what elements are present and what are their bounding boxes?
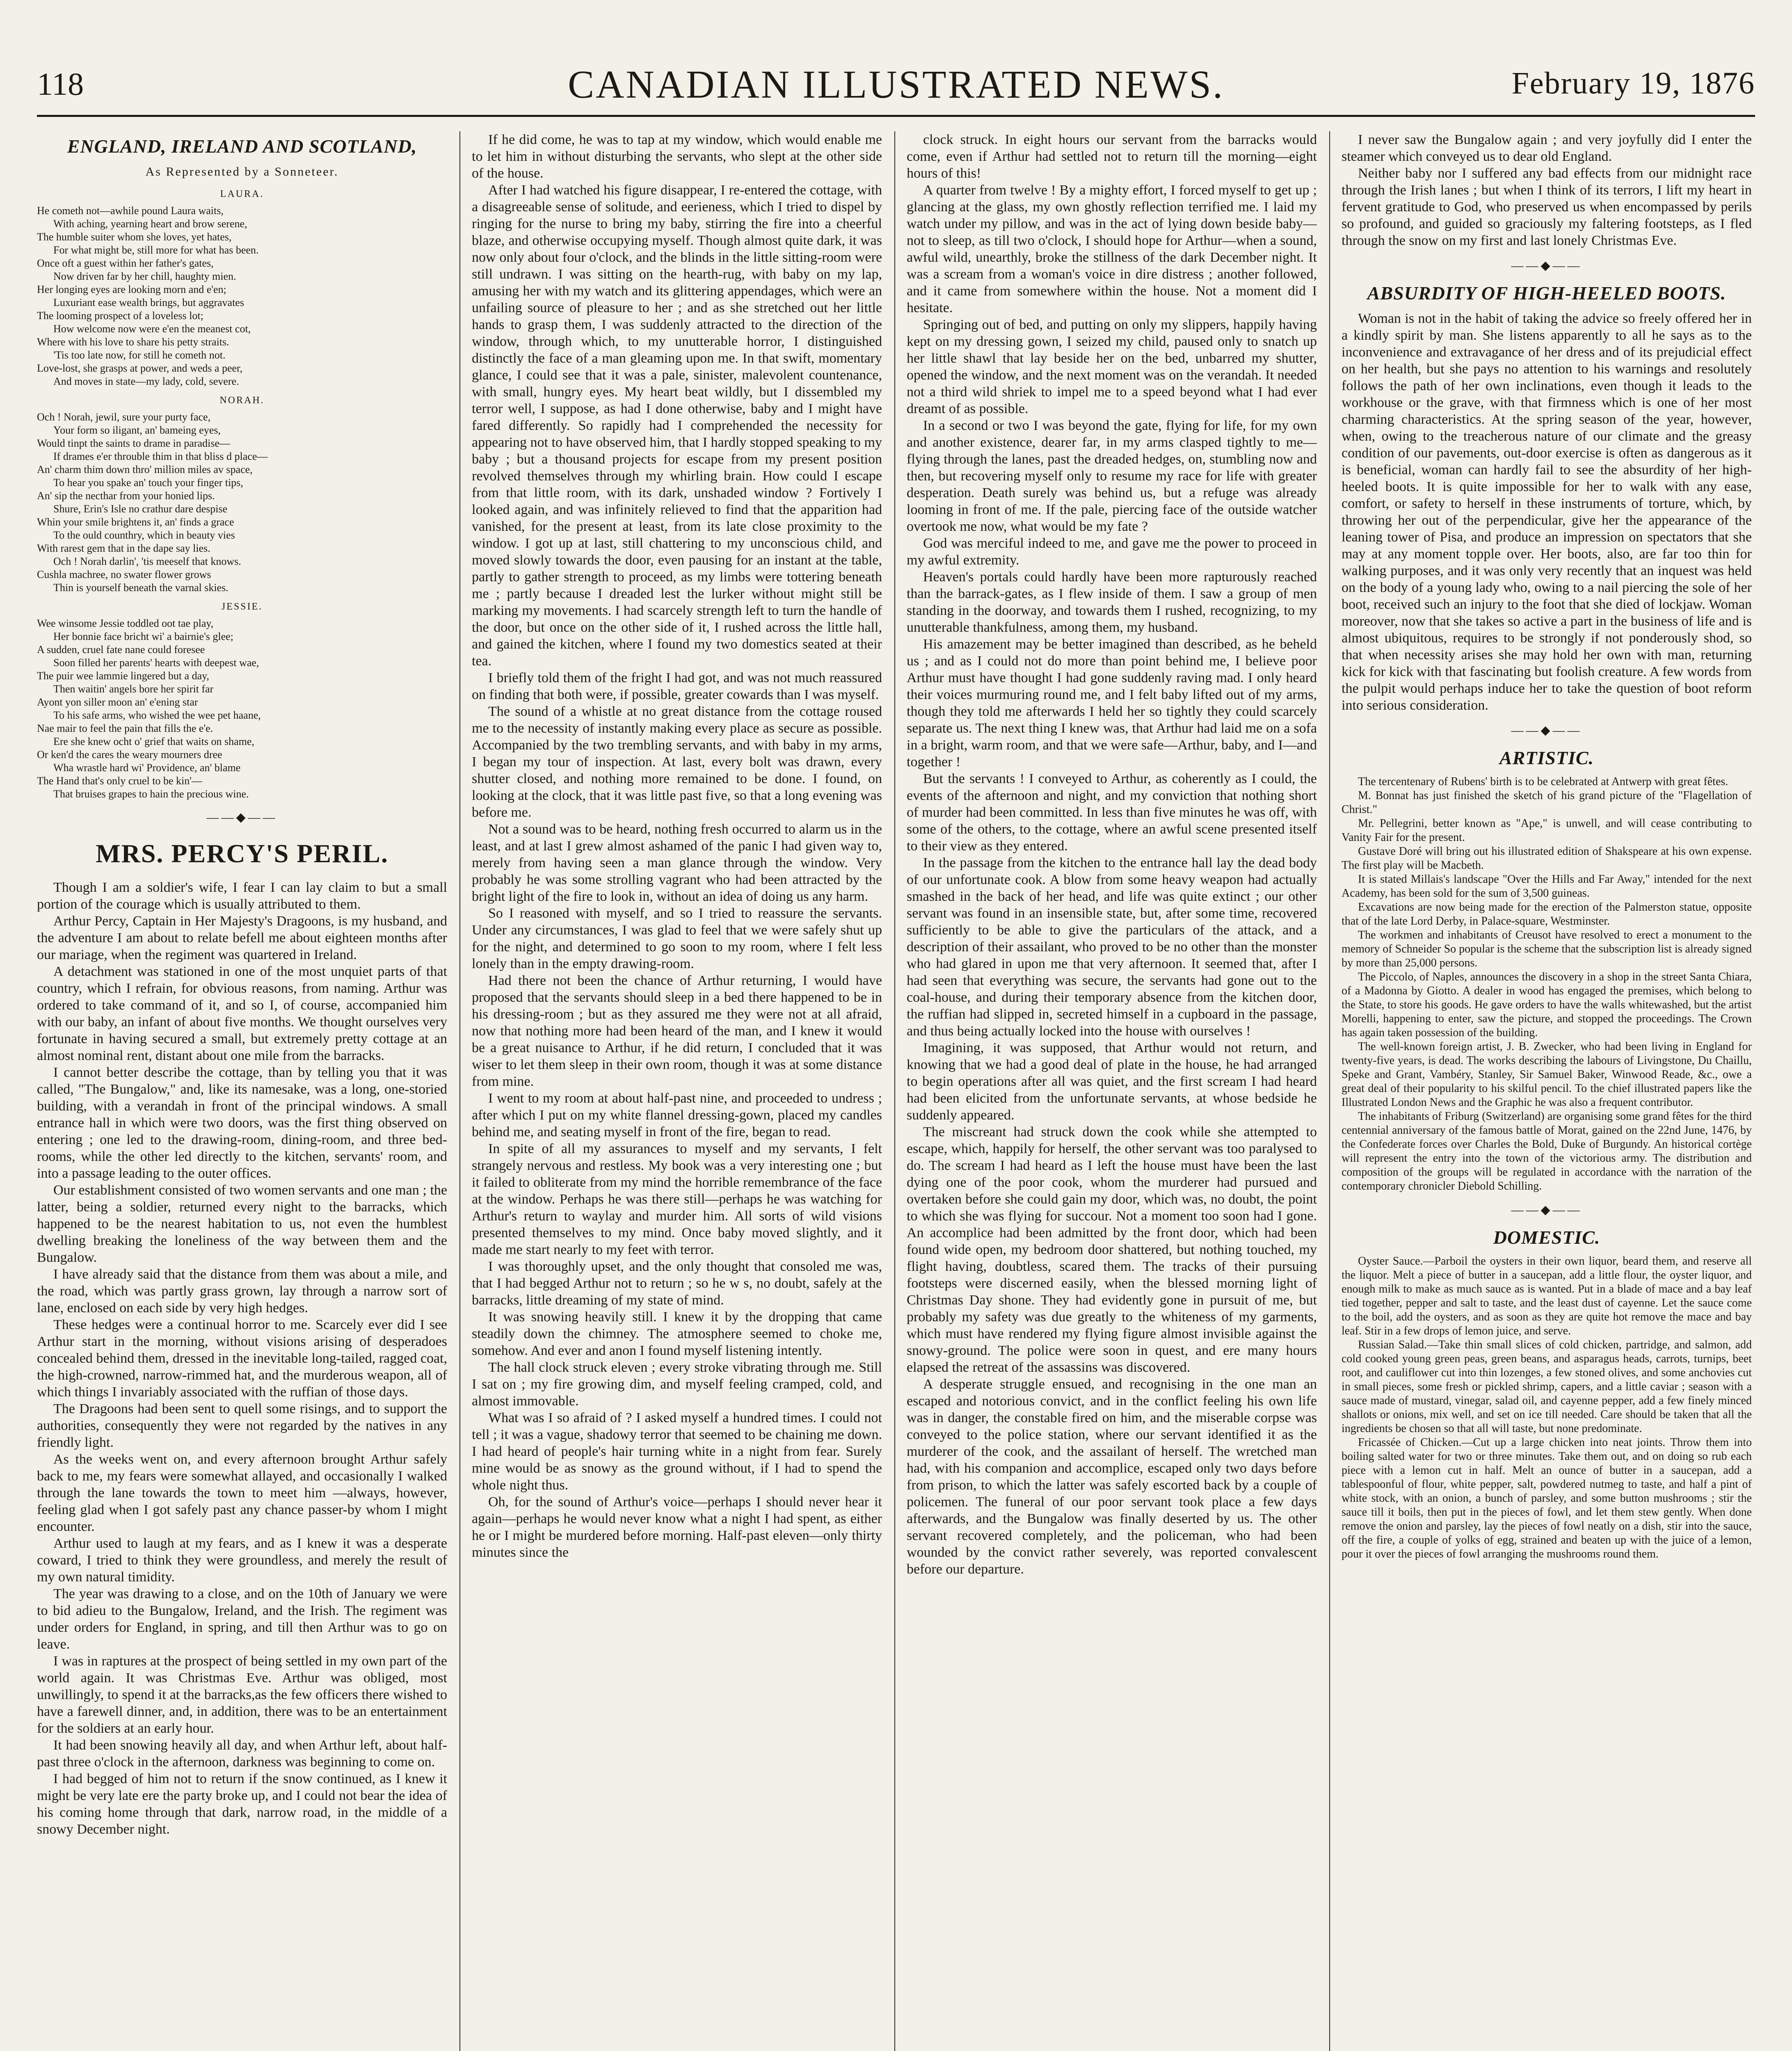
recipe: Oyster Sauce.—Parboil the oysters in their own liquor, beard them, and reserve all the liquor. Melt a piece of butter in a saucepan, add a little flour, the oyster liquor, and enough milk to make as much sauce as is wanted. Put in a blade of mace and a bay leaf tied together, pepper and salt to taste, and the least dust of cayenne. Let the sauce come to the boil, add the oysters, and as soon as they are quite hot remove the mace and bay leaf. Stir in a few drops of lemon juice, and serve.	[1342, 1255, 1752, 1337]
story-paragraph: I was in raptures at the prospect of being settled in my own part of the world again. It was Christmas Eve. Arthur was obliged, most unwillingly, to spend it at the barracks,as the few officers there wished to have a farewell dinner, and, in addition, there was to be an entertainment for the soldiers at an early hour.	[37, 1654, 447, 1736]
recipe: Fricassée of Chicken.—Cut up a large chicken into neat joints. Throw them into boiling salted water for two or three minutes. Take them out, and on doing so rub each piece with a lemon cut in half. Melt an ounce of butter in a saucepan, add a tablespoonful of flour, white pepper, salt, powdered nutmeg to taste, and half a pint of white stock, with an onion, a bunch of parsley, and some button mushrooms ; stir the sauce till it boils, then put in the pieces of fowl, and let them stew gently. When done remove the onion and parsley, lay the pieces of fowl neatly on a dish, stir into the sauce, off the fire, a couple of yolks of egg, strained and beaten up with the juice of a lemon, pour it over the pieces of fowl arranging the mushrooms round them.	[1342, 1436, 1752, 1560]
poem-line: Then waitin' angels bore her spirit far	[53, 683, 214, 695]
poem-line: And moves in state—my lady, cold, severe.	[53, 375, 239, 387]
story-paragraph: Springing out of bed, and putting on only my slippers, happily having kept on my dressing gown, I seized my child, paused only to snatch up her little shawl that lay beside her on the bed, unbarred my shutter, opened the window, and the next moment was on the verandah. It needed not a third wild shriek to impel me to a speed beyond what I had ever dreamt of as possible.	[907, 317, 1317, 416]
domestic-recipes	[1342, 1254, 1752, 1561]
stanza-title: LAURA.	[220, 189, 264, 199]
news-item: The tercentenary of Rubens' birth is to be celebrated at Antwerp with great fêtes.	[1358, 775, 1728, 788]
story-paragraph: I never saw the Bungalow again ; and very joyfully did I enter the steamer which conveyed us to dear old England.	[1342, 132, 1752, 164]
story-paragraph: The sound of a whistle at no great distance from the cottage roused me to the necessity of instantly making every place as secure as possible. Accompanied by the two trembling servants, and with baby in my arms, I began my tour of inspection. At last, every bolt was drawn, every shutter closed, and nothing more remained to be done. I found, on looking at the clock, that it was little past five, so that a long evening was before me.	[472, 704, 882, 820]
story-paragraph: A detachment was stationed in one of the most unquiet parts of that country, which I refrain, for obvious reasons, from naming. Arthur was ordered to take command of it, and so I, of course, accompanied him with our baby, an infant of about five months. We thought ourselves very fortunate in having secured a small, but extremely pretty cottage at an almost nominal rent, distant about one mile from the barracks.	[37, 964, 447, 1063]
story-paragraph: A desperate struggle ensued, and recognising in the one man an escaped and notorious convict, and in the conflict feeling his own life was in danger, the constable fired on him, and the miserable corpse was conveyed to the police station, where our servant identified it as the murderer of the cook, and the assailant of herself. The wretched man had, with his companion and accomplice, escaped only two days before from prison, to which the latter was safely escorted back by a couple of policemen. The funeral of our poor servant took place a few days afterwards, and the Bungalow was finally deserted by us. The other servant recovered completely, and the policeman, who had been wounded by the convict rather severely, was reported convalescent before our departure.	[907, 1377, 1317, 1577]
poem-line: Och ! Norah darlin', 'tis meeself that knows.	[53, 555, 241, 567]
poem-line: 'Tis too late now, for still he cometh not.	[53, 349, 226, 361]
issue-date: February 19, 1876	[1511, 66, 1755, 100]
news-item: The well-known foreign artist, J. B. Zwecker, who had been living in England for twenty-five years, is dead. The works describing the labours of Livingstone, Du Chaillu, Speke and Grant, Vambéry, Stanley, Sir Samuel Baker, Winwood Reade, &c., owe a great deal of their popularity to his skilful pencil. To the chief illustrated papers like the Illustrated London News and the Graphic he was also a frequent contributor.	[1342, 1040, 1752, 1109]
story-paragraph: Not a sound was to be heard, nothing fresh occurred to alarm us in the least, and at last I grew almost ashamed of the panic I had given way to, merely from having seen a man glance through the window. Very probably he was some strolling vagrant who had been attracted by the bright light of the fire to look in, without an idea of doing us any harm.	[472, 822, 882, 904]
story-text	[907, 131, 1317, 1578]
column-rule	[459, 131, 460, 2051]
story-paragraph: But the servants ! I conveyed to Arthur, as coherently as I could, the events of the afternoon and night, and my conviction that nothing short of murder had been committed. In less than five minutes he was off, with some of the others, to the cottage, where an awful scene presented itself to their view as they entered.	[907, 771, 1317, 854]
story-paragraph: The Dragoons had been sent to quell some risings, and to support the authorities, consequently they were not regarded by the natives in any friendly light.	[37, 1401, 447, 1450]
story-paragraph: In the passage from the kitchen to the entrance hall lay the dead body of our unfortunate cook. A blow from some heavy weapon had actually smashed in the back of her head, and life was quite extinct ; our other servant was found in an insensible state, but, after some time, recovered sufficiently to be able to give the particulars of the attack, and a description of their assailant, who proved to be no other than the monster who had glared in upon me that very afternoon. It seemed that, after I had seen that everything was secure, the servants had gone out to the coal-house, and during their temporary absence from the kitchen door, the ruffian had slipped in, secreted himself in a cupboard in the passage, and thus being actually locked into the house with ourselves !	[907, 855, 1317, 1039]
story-text	[1342, 131, 1752, 249]
story-paragraph: His amazement may be better imagined than described, as he beheld us ; and as I could not do more than point behind me, I believe poor Arthur must have thought I had gone suddenly raving mad. I only heard their voices murmuring round me, and I felt baby lifted out of my arms, though they told me afterwards I held her so tightly they could scarcely separate us. The next thing I knew was, that Arthur had laid me on a sofa in a bright, warm room, and that we were safe—Arthur, baby, and I—and together !	[907, 637, 1317, 770]
news-item: The workmen and inhabitants of Creusot have resolved to erect a monument to the memory of Schneider So popular is the scheme that the subscription list is already signed by more than 25,000 persons.	[1342, 929, 1752, 969]
stanza-laura	[37, 204, 447, 388]
section-divider: ——◆——	[1511, 724, 1582, 737]
poem-line: The puir wee lammie lingered but a day,	[37, 670, 209, 682]
newspaper-title: CANADIAN ILLUSTRATED NEWS.	[568, 62, 1224, 106]
story-paragraph: If he did come, he was to tap at my window, which would enable me to let him in without disturbing the servants, who slept at the other side of the house.	[472, 132, 882, 181]
poem-line: Your form so iligant, an' bameing eyes,	[53, 424, 221, 436]
story-paragraph: These hedges were a continual horror to me. Scarcely ever did I see Arthur start in the morning, without visions arising of desperadoes concealed behind them, dressed in the inevitable long-tailed, ragged coat, the high-crowned, narrow-rimmed hat, and the murderous weapon, all of which things I invariably associated with the ruffian of those days.	[37, 1317, 447, 1400]
domestic-heading: DOMESTIC.	[1493, 1227, 1600, 1248]
poem-line: That bruises grapes to hain the precious wine.	[53, 788, 249, 800]
story-paragraph: The miscreant had struck down the cook while she attempted to escape, which, happily for herself, the other servant was too paralysed to do. The scream I had heard as I left the house must have been the last dying one of the poor cook, whom the murderer had pursued and overtaken before she could gain my door, which was, no doubt, the point to which she was flying for succour. Not a moment too soon had I gone. An accomplice had been admitted by the front door, which had been found wide open, my bedroom door shattered, but nothing touched, my flight having, doubtless, scared them. The tracks of their pursuing footsteps were discerned easily, when the blessed morning light of Christmas Day shone. They had evidently gone in pursuit of me, but probably my safety was due greatly to the whiteness of my garments, which must have rendered my flying figure almost invisible against the snowy-ground. The police were soon in quest, and ere many hours elapsed the retreat of the assassins was discovered.	[907, 1124, 1317, 1375]
story-paragraph: So I reasoned with myself, and so I tried to reassure the servants. Under any circumstances, I was glad to feel that we were safely shut up for the night, and determined to go soon to my room, where I felt less lonely than in the empty drawing-room.	[472, 906, 882, 971]
story-paragraph: I went to my room at about half-past nine, and proceeded to undress ; after which I put on my white flannel dressing-gown, placed my candles behind me, and seating myself in front of the fire, began to read.	[472, 1091, 882, 1140]
poem-line: Would tinpt the saints to drame in paradise—	[37, 437, 230, 449]
poem-line: Now driven far by her chill, haughty mien.	[53, 270, 236, 282]
poem-line: For what might be, still more for what has been.	[53, 244, 259, 256]
stanza-title: JESSIE.	[221, 601, 263, 612]
news-item: It is stated Millais's landscape "Over the Hills and Far Away," intended for the next Academy, has been sold for the sum of 3,500 guineas.	[1342, 873, 1752, 900]
poem-line: Nae mair to feel the pain that fills the e'e.	[37, 722, 213, 734]
story-text	[472, 131, 882, 1561]
news-item: The inhabitants of Friburg (Switzerland) are organising some grand fêtes for the third centennial anniversary of the famous battle of Morat, gained on the 22nd June, 1476, by the Confederate forces over Charles the Bold, Duke of Burgundy. An historical cortège will represent the entry into the town of the victorious army. The distribution and composition of the groups will be regulated in accordance with the narration of the contemporary chronicler Diebold Schilling.	[1342, 1110, 1752, 1192]
story-paragraph: It had been snowing heavily all day, and when Arthur left, about half-past three o'clock in the afternoon, darkness was beginning to come on.	[37, 1738, 447, 1770]
stanza-title: NORAH.	[219, 395, 265, 406]
story-heading: MRS. PERCY'S PERIL.	[96, 839, 389, 868]
poem-line: The looming prospect of a loveless lot;	[37, 310, 203, 322]
story-paragraph: Though I am a soldier's wife, I fear I can lay claim to but a small portion of the courage which is usually attributed to them.	[37, 880, 447, 912]
story-paragraph: Arthur Percy, Captain in Her Majesty's Dragoons, is my husband, and the adventure I am about to relate befell me about eighteen months after our mariage, when the regiment was quartered in Ireland.	[37, 914, 447, 962]
story-paragraph: The hall clock struck eleven ; every stroke vibrating through me. Still I sat on ; my fire growing dim, and myself feeling cramped, cold, and almost immovable.	[472, 1360, 882, 1409]
stanza-jessie	[37, 617, 447, 801]
poem-line: Once oft a guest within her father's gates,	[37, 257, 214, 269]
poem-line: He cometh not—awhile pound Laura waits,	[37, 205, 224, 217]
artistic-notes	[1342, 775, 1752, 1193]
story-paragraph: I cannot better describe the cottage, than by telling you that it was called, "The Bungalow," and, like its namesake, was a long, one-storied building, with a verandah in front of the principal windows. A small entrance hall in which were two doors, was the first thing observed on entering ; one led to the drawing-room, dining-room, and three bed-rooms, while the other led directly to the kitchen, servants' room, and into a passage leading to the outer offices.	[37, 1065, 447, 1181]
story-paragraph: What was I so afraid of ? I asked myself a hundred times. I could not tell ; it was a vague, shadowy terror that seemed to be chaining me down. I had heard of people's hair turning white in a night from fear. Surely mine would be as snowy as the ground without, if I had to spend the whole night thus.	[472, 1410, 882, 1493]
poem-line: Och ! Norah, jewil, sure your purty face,	[37, 411, 211, 423]
column-3	[907, 131, 1317, 2051]
story-paragraph: God was merciful indeed to me, and gave me the power to proceed in my awful extremity.	[907, 536, 1317, 568]
story-paragraph: The year was drawing to a close, and on the 10th of January we were to bid adieu to the Bungalow, Ireland, and the Irish. The regiment was under orders for England, in spring, and till then Arthur was to go on leave.	[37, 1586, 447, 1652]
page-number: 118	[37, 66, 84, 102]
poem-line: To hear you spake an' touch your finger tips,	[53, 477, 243, 489]
story-paragraph: clock struck. In eight hours our servant from the barracks would come, even if Arthur had settled not to return till the morning—eight hours of this!	[907, 132, 1317, 181]
poem-line: With aching, yearning heart and brow serene,	[53, 218, 247, 230]
poem-line: Her bonnie face bricht wi' a bairnie's glee;	[53, 630, 233, 642]
story-paragraph: Neither baby nor I suffered any bad effects from our midnight race through the Irish lanes ; but when I think of its terrors, I lift my heart in fervent gratitude to God, who preserved us when encompassed by perils so profound, and guided so graciously my faltering footsteps, as I fled through the snow on my first and last lonely Christmas Eve.	[1342, 166, 1752, 248]
column-4	[1342, 131, 1752, 2051]
poem-heading: ENGLAND, IRELAND AND SCOTLAND,	[67, 136, 417, 157]
poem-line: With rarest gem that in the dape say lies.	[37, 542, 210, 554]
poem-line: Thin is yourself beneath the varnal skies.	[53, 582, 229, 594]
poem-line: Whin your smile brightens it, an' finds a grace	[37, 516, 234, 528]
poem-body	[37, 186, 447, 801]
poem-line: How welcome now were e'en the meanest cot,	[53, 323, 251, 335]
absurdity-heading: ABSURDITY OF HIGH-HEELED BOOTS.	[1367, 283, 1726, 304]
poem-line: A sudden, cruel fate nane could foresee	[37, 644, 205, 655]
news-item: Mr. Pellegrini, better known as "Ape," is unwell, and will cease contributing to Vanity Fair for the present.	[1342, 817, 1752, 844]
poem-line: Her longing eyes are looking morn and e'en;	[37, 283, 226, 295]
poem-line: Ere she knew ocht o' grief that waits on shame,	[53, 735, 254, 747]
recipe: Russian Salad.—Take thin small slices of cold chicken, partridge, and salmon, add cold cooked young green peas, green beans, and asparagus heads, carrots, turnips, beet root, and cauliflower cut into thin lozenges, a few stoned olives, and some anchovies cut in small pieces, some fresh or pickled shrimp, capers, and a little caviar ; season with a sauce made of mustard, vinegar, salad oil, and cayenne pepper, add a few finely minced shallots or onions, mix well, and set on ice till needed. Care should be taken that all the ingredients be chosen so that all will taste, but none predominate.	[1342, 1338, 1752, 1435]
poem-line: Love-lost, she grasps at power, and weds a peer,	[37, 362, 243, 374]
story-text	[37, 879, 447, 1838]
news-item: M. Bonnat has just finished the sketch of his grand picture of the "Flagellation of Christ."	[1342, 789, 1752, 816]
artistic-heading: ARTISTIC.	[1499, 747, 1594, 768]
poem-line: An' sip the necthar from your honied lips.	[37, 490, 215, 502]
poem-line: If drames e'er throuble thim in that bliss d place—	[53, 450, 268, 462]
poem-line: Soon filled her parents' hearts with deepest wae,	[53, 657, 259, 669]
stanza-norah	[37, 411, 447, 594]
story-paragraph: After I had watched his figure disappear, I re-entered the cottage, with a disagreeable sense of solitude, and eerieness, which I tried to dispel by ringing for the nurse to bring my baby, stirring the fire into a cheerful blaze, and otherwise occupying myself. Though almost quite dark, it was now only about four o'clock, and the blinds in the little sitting-room were still undrawn. I was sitting on the hearth-rug, with baby on my lap, amusing her with my watch and its glittering appendages, which were an unfailing source of pleasure to her ; and as she stretched out her little hands to grasp them, I was suddenly attracted to the direction of the window, through which, to my unutterable horror, I distinguished distinctly the face of a man gleaming upon me. In that swift, momentary glance, I could see that it was a pale, sinister, malevolent countenance, with small, hungry eyes. My heart beat wildly, but I dissembled my terror well, I suppose, as had I done otherwise, baby and I might have fared differently. So rapidly had I comprehended the necessity for appearing not to have observed him, that I hardly stopped speaking to my baby ; but a thousand projects for escape from my present position revolved themselves through my whirling brain. How could I escape from that little room, with its dark, unshaded window ? Fortively I looked again, and was infinitely relieved to find that the apparition had vanished, for the present at least, from its late close proximity to the window. I got up at last, still chattering to my unconscious child, and moved slowly towards the door, even pausing for an instant at the table, partly to gather strength to proceed, as my limbs were tottering beneath me ; partly because I dreaded lest the lurker without might still be marking my movements. I had scarcely strength left to turn the handle of the door, but once on the other side of it, I rushed across the little hall, and gained the kitchen, where I found my two domestics seated at their tea.	[472, 183, 882, 669]
story-paragraph: I was thoroughly upset, and the only thought that consoled me was, that I had begged Arthur not to return ; so he w s, no doubt, safely at the barracks, little dreaming of my state of mind.	[472, 1259, 882, 1308]
section-divider: ——◆——	[206, 811, 278, 824]
story-paragraph: Imagining, it was supposed, that Arthur would not return, and knowing that we had a good deal of plate in the house, he had arranged to begin operations after all was quiet, and the first scream I had heard had been elicited from the unfortunate servants, at whose bedside he suddenly appeared.	[907, 1040, 1317, 1123]
section-divider: ——◆——	[1511, 1203, 1582, 1217]
story-paragraph: Oh, for the sound of Arthur's voice—perhaps I should never hear it again—perhaps he would never know what a night I had spent, as either he or I might be murdered before morning. Half-past eleven—only thirty minutes since the	[472, 1494, 882, 1560]
story-paragraph: I have already said that the distance from them was about a mile, and the road, which was partly grass grown, lay through a narrow sort of lane, enclosed on each side by very high hedges.	[37, 1267, 447, 1316]
story-paragraph: In spite of all my assurances to myself and my servants, I felt strangely nervous and restless. My book was a very interesting one ; but it failed to obliterate from my mind the horrible remembrance of the face at the window. Perhaps he was there still—perhaps he was watching for Arthur's return to waylay and murder him. All sorts of wild visions presented themselves to my mind. Once baby moved slightly, and it made me start nearly to my feet with terror.	[472, 1141, 882, 1257]
story-paragraph: I briefly told them of the fright I had got, and was not much reassured on finding that both were, if possible, greater cowards than I was myself.	[472, 670, 882, 702]
poem-line: Luxuriant ease wealth brings, but aggravates	[53, 297, 244, 308]
news-item: Gustave Doré will bring out his illustrated edition of Shakspeare at his own expense. The first play will be Macbeth.	[1342, 845, 1752, 872]
story-paragraph: Had there not been the chance of Arthur returning, I would have proposed that the servants should sleep in a bed there happened to be in his dressing-room ; but as they assured me they were not at all afraid, now that nothing more had been heard of the man, and I knew it would be a great nuisance to Arthur, if he did return, I concluded that it was wiser to let them sleep in their own room, though it was at some distance from mine.	[472, 973, 882, 1089]
news-item: Excavations are now being made for the erection of the Palmerston statue, opposite that of the late Lord Derby, in Palace-square, Westminster.	[1342, 901, 1752, 927]
column-2	[472, 131, 882, 2051]
poem-line: Wee winsome Jessie toddled oot tae play,	[37, 617, 214, 629]
story-paragraph: In a second or two I was beyond the gate, flying for life, for my own and another existence, dearer far, in my arms clasped tightly to me—flying through the lanes, past the dreaded hedges, on, stumbling now and then, but recovering myself only to resume my race for life with greater desperation. Death surely was behind us, but a refuge was already looming in front of me. If the pale, piercing face of the outside watcher overtook me now, what would be my fate ?	[907, 418, 1317, 534]
poem-line: An' charm thim down thro' million miles av space,	[37, 464, 253, 475]
story-paragraph: Our establishment consisted of two women servants and one man ; the latter, being a soldier, returned every night to the barracks, which happened to be the nearest habitation to us, not even the humblest dwelling breaking the loneliness of the way between them and the Bungalow.	[37, 1183, 447, 1265]
column-1	[37, 131, 447, 2051]
story-paragraph: I had begged of him not to return if the snow continued, as I knew it might be very late ere the party broke up, and I could not bear the idea of his coming home through that dark, narrow road, in the middle of a snowy December night.	[37, 1771, 447, 1837]
story-paragraph: Arthur used to laugh at my fears, and as I knew it was a desperate coward, I tried to think they were groundless, and merely the result of my own natural timidity.	[37, 1536, 447, 1585]
story-paragraph: As the weeks went on, and every afternoon brought Arthur safely back to me, my fears were somewhat allayed, and occasionally I walked through the lane towards the town to meet him —always, however, feeling glad when I got safely past any chance passer-by whom I might encounter.	[37, 1452, 447, 1534]
poem-line: Cushla machree, no swater flower grows	[37, 569, 211, 580]
story-paragraph: A quarter from twelve ! By a mighty effort, I forced myself to get up ; glancing at the glass, my own ghostly reflection terrified me. I laid my watch under my pillow, and was in the act of lying down beside baby—not to sleep, as till two o'clock, I should hope for Arthur—when a sound, awful wild, unearthly, broke the stillness of the dark December night. It was a scream from a woman's voice in dire distress ; another followed, and it came from somewhere within the house. Not a moment did I hesitate.	[907, 183, 1317, 315]
poem-line: To the ould counthry, which in beauty vies	[53, 529, 235, 541]
news-item: The Piccolo, of Naples, announces the discovery in a shop in the street Santa Chiara, of a Madonna by Giotto. A dealer in wood has engaged the premises, which belong to the State, to store his goods. He gave orders to have the walls whitewashed, but the artist Morelli, happening to enter, saw the picture, and stopped the proceedings. The Crown has again taken possession of the building.	[1342, 971, 1752, 1039]
masthead	[37, 62, 1755, 117]
poem-line: Or ken'd the cares the weary mourners dree	[37, 749, 222, 761]
section-divider: ——◆——	[1511, 259, 1582, 272]
poem-line: Shure, Erin's Isle no crathur dare despise	[53, 503, 228, 515]
poem-line: To his safe arms, who wished the wee pet haane,	[53, 709, 261, 721]
poem-line: The humble suiter whom she loves, yet hates,	[37, 231, 232, 243]
column-rule	[1329, 131, 1330, 2051]
column-rule	[894, 131, 895, 2051]
poem-line: Where with his love to share his petty straits.	[37, 336, 229, 348]
poem-line: The Hand that's only cruel to be kin'—	[37, 775, 202, 787]
poem-subheading: As Represented by a Sonneteer.	[145, 165, 339, 178]
article-text	[1342, 310, 1752, 714]
article-paragraph: Woman is not in the habit of taking the advice so freely offered her in a kindly spirit by man. She listens apparently to all he says as to the inconvenience and extravagance of her dress and of its prejudicial effect on her health, but she pays no attention to his warnings and resolutely follows the path of her own inclinations, even though it leads to the workhouse or the grave, with that firmness which is one of her most charming characteristics. At the spring season of the year, however, when, owing to the treacherous nature of our climate and the greasy condition of our pavements, out-door exercise is often as dangerous as it is beneficial, woman can hardly fail to see the absurdity of her high-heeled boots. It is quite impossible for her to walk with any ease, comfort, or safety to herself in these instruments of torture, which, by throwing her out of the perpendicular, give her the appearance of the leaning tower of Pisa, and produce an impression on spectators that she may at any moment topple over. Her boots, also, are far too thin for walking purposes, and it was only very recently that an inquest was held on the body of a young lady who, owing to a nail piercing the sole of her boot, received such an injury to the foot that she died of lockjaw. Woman moreover, now that she takes so active a part in the business of life and is almost ubiquitous, requires to be strongly if not ponderously shod, so that when necessity arises she may hold her own with man, returning kick for kick with that fascinating but foolish creature. A few words from the pulpit would perhaps induce her to take the question of boot reform into serious consideration.	[1342, 311, 1752, 713]
story-paragraph: Heaven's portals could hardly have been more rapturously reached than the barrack-gates, as I flew inside of them. I saw a group of men standing in the doorway, and towards them I rushed, recognizing, to my unutterable thankfulness, among them, my husband.	[907, 569, 1317, 635]
story-paragraph: It was snowing heavily still. I knew it by the dropping that came steadily down the chimney. The atmosphere seemed to choke me, somehow. And ever and anon I found myself listening intently.	[472, 1309, 882, 1358]
poem-line: Wha wrastle hard wi' Providence, an' blame	[53, 762, 241, 774]
poem-line: Ayont yon siller moon an' e'ening star	[37, 696, 198, 708]
